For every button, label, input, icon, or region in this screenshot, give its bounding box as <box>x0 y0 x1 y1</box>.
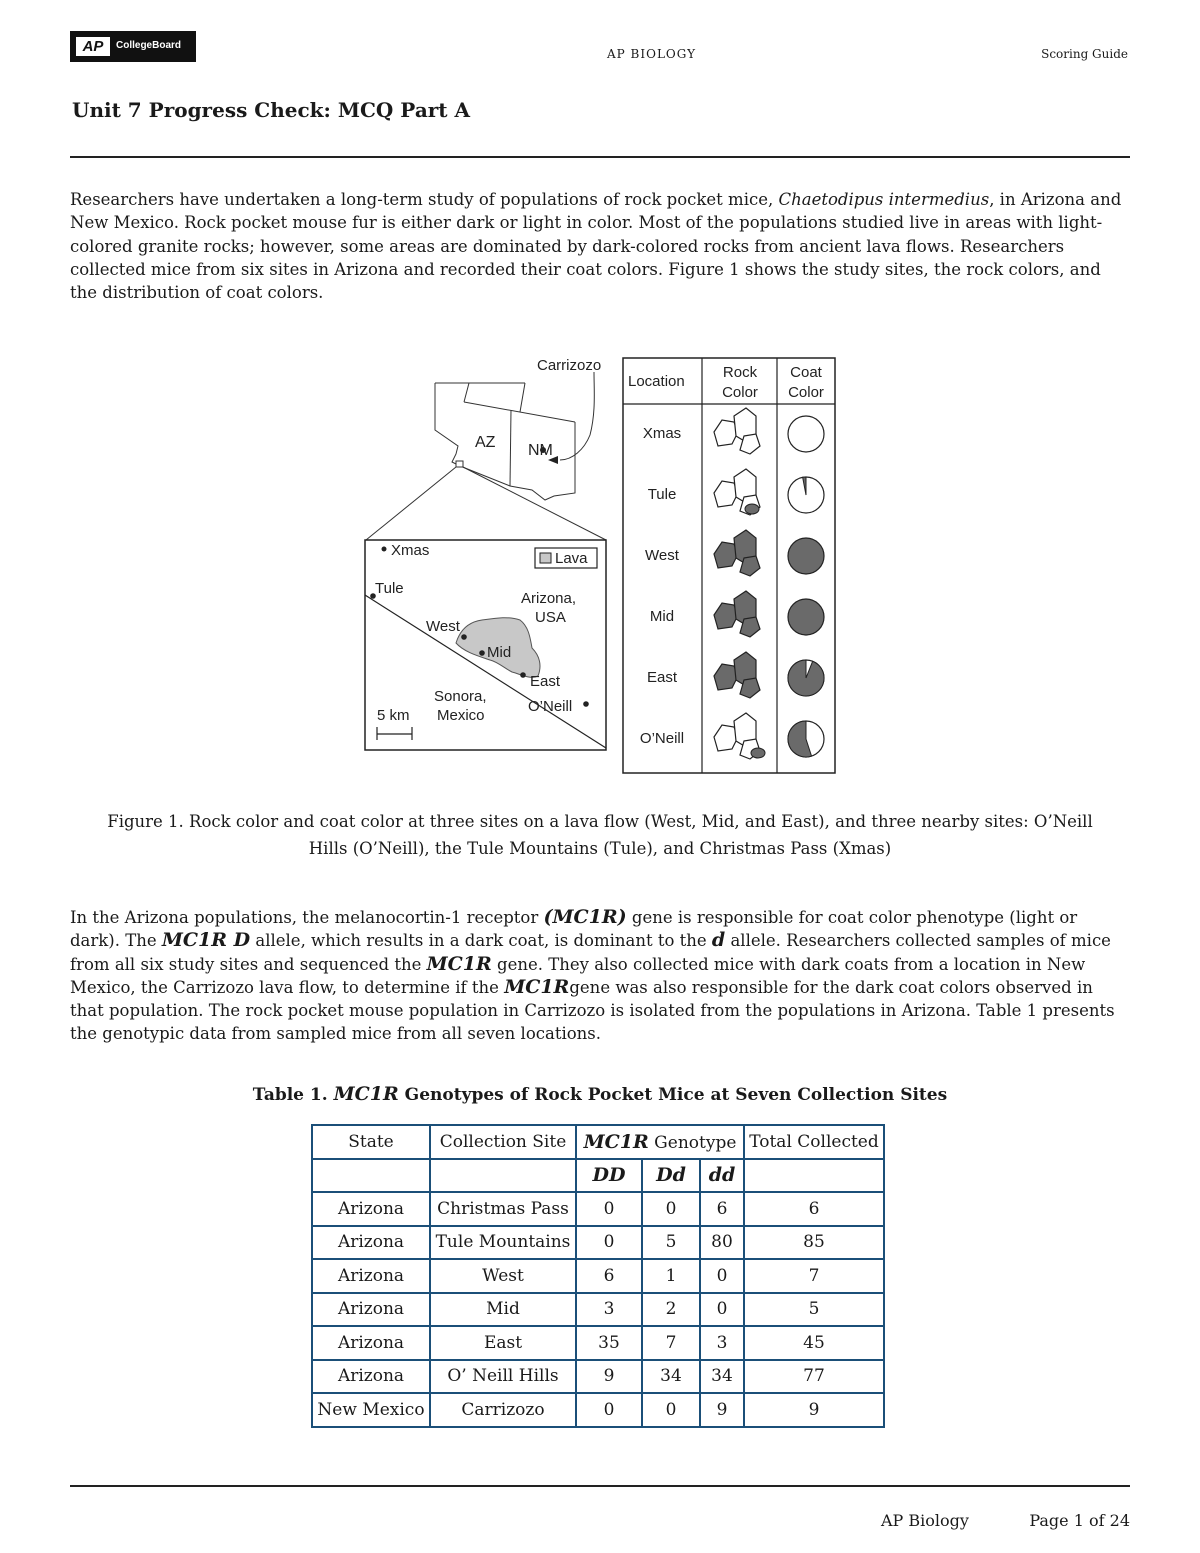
az-north-border <box>464 402 575 422</box>
cell-dd: 3 <box>700 1326 744 1360</box>
panel-col-rock-2: Color <box>722 384 758 401</box>
map-label-sonora: Sonora, <box>434 688 487 705</box>
map-label-west: West <box>426 618 460 635</box>
header-site: Collection Site <box>430 1125 576 1159</box>
cell-site: Mid <box>430 1293 576 1327</box>
zoom-map <box>365 540 606 750</box>
map-label-mid: Mid <box>487 644 512 661</box>
intro-paragraph <box>70 188 1130 304</box>
coat-pie-chart <box>788 599 824 635</box>
cell-state: Arizona <box>312 1192 430 1226</box>
coat-pie-chart <box>788 721 824 757</box>
table-row <box>312 1192 884 1226</box>
map-label-tule: Tule <box>375 580 404 597</box>
state-boundary-outline <box>435 383 575 500</box>
cell-Dd: 0 <box>642 1192 700 1226</box>
zoom-line-left <box>366 467 456 540</box>
study-area-box <box>456 461 463 467</box>
map-label-az: AZ <box>475 434 496 451</box>
cell-DD: 0 <box>576 1192 642 1226</box>
table-title-suffix: Genotypes of Rock Pocket Mice at Seven Collection Sites <box>398 1085 948 1105</box>
gene-mc1r-d: MC1R D <box>161 929 251 952</box>
cell-dd: 80 <box>700 1226 744 1260</box>
state-inset-map <box>366 372 606 540</box>
cell-site: Carrizozo <box>430 1393 576 1427</box>
header-guide: Scoring Guide <box>1041 47 1128 61</box>
cell-site: East <box>430 1326 576 1360</box>
az-nm-border <box>510 410 511 486</box>
subheader-Dd: Dd <box>642 1159 700 1193</box>
map-label-east: East <box>530 673 561 690</box>
page-title: Unit 7 Progress Check: MCQ Part A <box>72 98 471 122</box>
figure-1 <box>360 350 840 780</box>
subheader-dd: dd <box>700 1159 744 1193</box>
title-rule <box>70 156 1130 158</box>
p2-text-4: allele. Researchers collected samples of mice from all six study sites and sequenced the <box>70 931 1111 974</box>
header-gene: MC1R <box>583 1130 649 1153</box>
cell-DD: 3 <box>576 1293 642 1327</box>
cell-dd: 9 <box>700 1393 744 1427</box>
cell-Dd: 7 <box>642 1326 700 1360</box>
cell-Dd: 5 <box>642 1226 700 1260</box>
scale-label: 5 km <box>377 707 410 724</box>
cell-total: 7 <box>744 1259 884 1293</box>
p2-text-2: gene is responsible for coat color phenotype (light or dark). The <box>70 908 1078 951</box>
map-label-carrizozo: Carrizozo <box>537 357 602 374</box>
header-total: Total Collected <box>744 1125 884 1159</box>
footer-rule <box>70 1485 1130 1487</box>
az-ut-border <box>464 383 469 402</box>
cell-DD: 0 <box>576 1226 642 1260</box>
intro-text-1: Researchers have undertaken a long-term study of populations of rock pocket mice, <box>70 190 779 209</box>
p2-text-3: allele, which results in a dark coat, is dominant to the <box>250 931 712 951</box>
panel-row-location: West <box>645 547 679 564</box>
cell-Dd: 2 <box>642 1293 700 1327</box>
subheader-empty <box>312 1159 430 1193</box>
cell-total: 85 <box>744 1226 884 1260</box>
xmas-dot <box>382 547 387 552</box>
p2-text-5: gene. They also collected mice with dark coats from a location in New Mexico, the Carrizozo lava flow, to determine if the <box>70 954 1086 997</box>
table-header-row <box>312 1125 884 1159</box>
table-title <box>70 1083 1130 1105</box>
header-genotype <box>576 1125 744 1159</box>
map-label-xmas: Xmas <box>391 542 430 559</box>
table-title-prefix: Table 1. <box>252 1085 334 1105</box>
nm-co-border <box>520 383 525 412</box>
p2-text-6: gene was also responsible for the dark coat colors observed in that population. The rock pocket mouse population in Carrizozo is isolated from the populations in Arizona. Table 1 presents the genotypic data from sampled mice from all seven locations. <box>70 977 1115 1044</box>
caption-line-1: Figure 1. Rock color and coat color at three sites on a lava flow (West, Mid, and East), and three nearby sites: O’Neill <box>107 812 1093 831</box>
header-state: State <box>312 1125 430 1159</box>
subheader-empty <box>744 1159 884 1193</box>
zoom-line-right <box>463 467 606 540</box>
cell-dd: 0 <box>700 1259 744 1293</box>
cell-dd: 6 <box>700 1192 744 1226</box>
table-row <box>312 1393 884 1427</box>
subheader-empty <box>430 1159 576 1193</box>
coat-pie-chart <box>788 538 824 574</box>
panel-col-coat-1: Coat <box>790 364 822 381</box>
coat-pie-chart <box>788 477 824 513</box>
panel-row-location: Xmas <box>642 425 682 442</box>
cell-Dd: 0 <box>642 1393 700 1427</box>
cell-site: Tule Mountains <box>430 1226 576 1260</box>
cell-dd: 34 <box>700 1360 744 1394</box>
cell-total: 5 <box>744 1293 884 1327</box>
coat-pie-chart <box>788 416 824 452</box>
coat-rock-panel <box>623 358 835 773</box>
ap-collegeboard-logo <box>70 31 196 62</box>
table-row <box>312 1360 884 1394</box>
p2-text-1: In the Arizona populations, the melanocortin-1 receptor <box>70 908 544 927</box>
east-dot <box>520 672 526 678</box>
cell-state: Arizona <box>312 1360 430 1394</box>
footer-subject: AP Biology <box>881 1511 969 1530</box>
gene-mc1r: MC1R <box>426 952 492 975</box>
caption-line-2: Hills (O’Neill), the Tule Mountains (Tule), and Christmas Pass (Xmas) <box>308 839 892 858</box>
cell-site: West <box>430 1259 576 1293</box>
cell-total: 6 <box>744 1192 884 1226</box>
legend-label-lava: Lava <box>555 550 588 567</box>
panel-row-location: O’Neill <box>639 730 685 747</box>
panel-col-coat-2: Color <box>788 384 824 401</box>
subheader-DD: DD <box>576 1159 642 1193</box>
cell-state: Arizona <box>312 1259 430 1293</box>
figure-1-svg <box>360 350 840 780</box>
cell-state: Arizona <box>312 1226 430 1260</box>
gene-mc1r: MC1R <box>504 975 570 998</box>
west-dot <box>461 634 467 640</box>
map-label-oneill: O’Neill <box>528 698 573 715</box>
genotype-paragraph <box>70 906 1130 1046</box>
intro-text-2: , in Arizona and New Mexico. Rock pocket mouse fur is either dark or light in color. Most of the populations studied live in areas with light-colored granite rocks; however, some areas are dominated by dark-colored rocks from ancient lava flows. Researchers collected mice from six sites in Arizona and recorded their coat colors. Figure 1 shows the study sites, the rock colors, and the distribution of coat colors. <box>70 190 1122 303</box>
map-label-nm: NM <box>528 442 553 459</box>
table-subheader-row <box>312 1159 884 1193</box>
map-label-mexico: Mexico <box>437 707 485 724</box>
collegeboard-wordmark: CollegeBoard <box>116 40 182 51</box>
table-row <box>312 1293 884 1327</box>
cell-DD: 35 <box>576 1326 642 1360</box>
panel-row-location: East <box>646 669 678 686</box>
panel-row-location: Mid <box>649 608 675 625</box>
gene-mc1r-paren: (MC1R) <box>543 906 627 928</box>
cell-Dd: 34 <box>642 1360 700 1394</box>
map-label-usa: USA <box>535 609 566 626</box>
coat-pie-chart <box>788 660 824 696</box>
cell-DD: 6 <box>576 1259 642 1293</box>
panel-row-location: Tule <box>647 486 677 503</box>
legend-lava-swatch <box>540 553 551 563</box>
ap-logo-mark: AP <box>76 37 110 56</box>
table-row <box>312 1226 884 1260</box>
cell-total: 9 <box>744 1393 884 1427</box>
cell-total: 45 <box>744 1326 884 1360</box>
figure-caption <box>70 808 1130 862</box>
cell-state: New Mexico <box>312 1393 430 1427</box>
table-title-gene: MC1R <box>333 1083 399 1105</box>
cell-site: Christmas Pass <box>430 1192 576 1226</box>
cell-total: 77 <box>744 1360 884 1394</box>
oneill-dot <box>583 701 589 707</box>
map-label-arizona: Arizona, <box>521 590 577 607</box>
header-genotype-label: Genotype <box>648 1132 737 1153</box>
cell-dd: 0 <box>700 1293 744 1327</box>
species-name: Chaetodipus intermedius <box>778 190 990 209</box>
cell-site: O’ Neill Hills <box>430 1360 576 1394</box>
carrizozo-leader <box>560 372 594 460</box>
cell-Dd: 1 <box>642 1259 700 1293</box>
cell-state: Arizona <box>312 1293 430 1327</box>
panel-col-location: Location <box>628 373 685 390</box>
panel-col-rock-1: Rock <box>722 364 758 381</box>
header-subject: AP BIOLOGY <box>607 47 697 61</box>
gene-d-allele: d <box>711 929 726 952</box>
table-row <box>312 1326 884 1360</box>
table-row <box>312 1259 884 1293</box>
cell-state: Arizona <box>312 1326 430 1360</box>
cell-DD: 0 <box>576 1393 642 1427</box>
genotype-table <box>311 1124 885 1428</box>
mid-dot <box>479 650 485 656</box>
page-number: Page 1 of 24 <box>1029 1511 1130 1530</box>
cell-DD: 9 <box>576 1360 642 1394</box>
